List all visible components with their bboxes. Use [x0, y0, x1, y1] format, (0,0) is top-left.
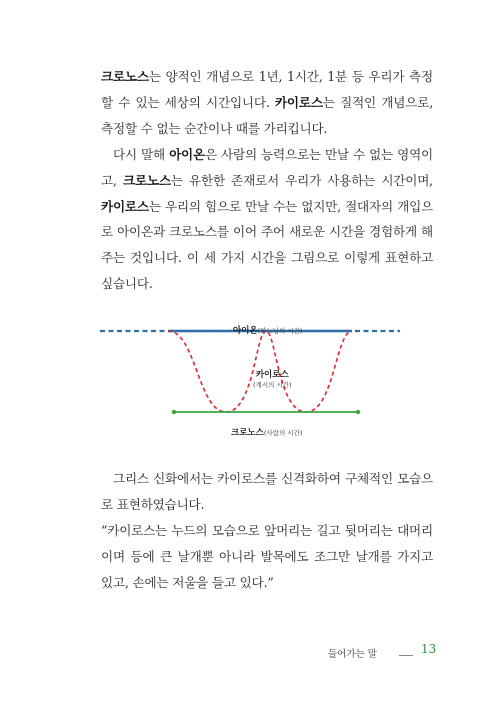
kairos-name: 카이로스: [255, 370, 289, 380]
paragraph-4-quote: “카이로스는 누드의 모습으로 앞머리는 길고 뒷머리는 대머리이며 등에 큰 날개뿐 아니라 발목에도 조그만 날개를 가지고 있고, 손에는 저울을 들고 있다.”: [101, 523, 433, 590]
term-aion: 아이온: [169, 147, 205, 162]
aion-desc: (하느님의 시간): [257, 327, 303, 335]
chronos-name: 크로노스: [231, 428, 264, 438]
chronos-label: [231, 420, 302, 439]
kairos-desc: (계시의 시간): [253, 381, 292, 389]
paragraph-2-text-a: 다시 말해: [113, 147, 170, 162]
term-kairos: 카이로스: [101, 198, 149, 214]
paragraph-2-text-d: 는 우리의 힘으로 만날 수는 없지만, 절대자의 개입으로 아이온과 크로노스를 이어 주어 새로운 시간을 경험하게 해 주는 것입니다. 이 세 가지 시간을 그림으로 이렇게 표현하고 싶습니다.: [101, 198, 433, 291]
footer-rule: [399, 655, 413, 656]
chronos-end-dot: [356, 410, 360, 414]
running-footer-section-title: 들어가는 말: [328, 649, 377, 660]
aion-label: [233, 318, 302, 337]
paragraph-2-text-b: 은 사람의 능력으로는 만날 수 없는 영역이고,: [101, 147, 434, 188]
chronos-start-dot: [172, 410, 176, 414]
term-chronos: 크로노스: [122, 172, 171, 188]
paragraph-1-text-b: 는 질적인 개념으로, 측정할 수 없는 순간이나 때를 가리킵니다.: [101, 94, 434, 136]
page-number: 13: [421, 642, 437, 656]
paragraph-2-text-c: 는 유한한 존재로서 우리가 사용하는 시간이며,: [170, 172, 433, 188]
paragraph-3: 그리스 신화에서는 카이로스를 신격화하여 구체적인 모습으로 표현하였습니다.: [101, 471, 433, 512]
aion-name: 아이온: [233, 326, 258, 336]
paragraph-1-text-a: 는 양적인 개념으로 1년, 1시간, 1분 등 우리가 측정할 수 있는 세상의 시간입니다.: [101, 69, 433, 110]
term-chronos: 크로노스: [101, 69, 149, 84]
term-kairos: 카이로스: [274, 94, 323, 110]
chronos-desc: (사람의 시간): [263, 429, 303, 437]
kairos-label: [253, 370, 292, 390]
